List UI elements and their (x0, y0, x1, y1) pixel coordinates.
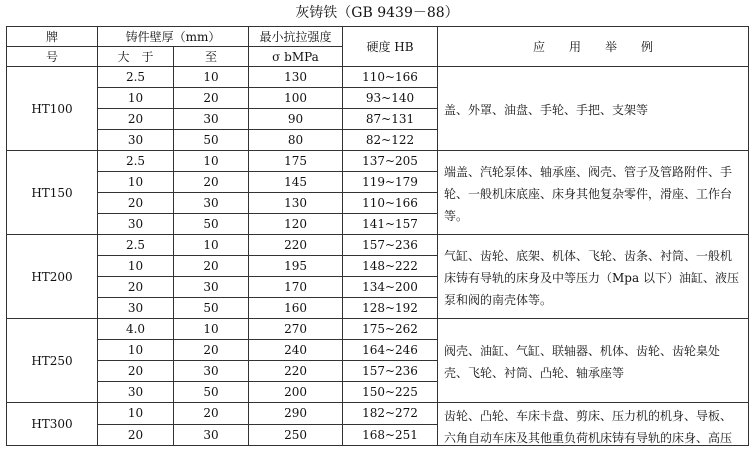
table-row (7, 67, 749, 88)
thickness-to-cell: 20 (174, 256, 249, 277)
thickness-from-cell: 10 (98, 88, 174, 109)
grade-cell: HT250 (7, 319, 98, 403)
grade-cell: HT300 (7, 403, 98, 446)
thickness-to-cell: 30 (174, 424, 249, 446)
thickness-from-cell: 30 (98, 382, 174, 403)
strength-cell: 80 (249, 130, 343, 151)
thickness-from-cell: 20 (98, 193, 174, 214)
thickness-from-cell: 10 (98, 340, 174, 361)
grade-cell: HT150 (7, 151, 98, 235)
thickness-to-cell: 30 (174, 193, 249, 214)
hardness-cell: 87~131 (343, 109, 438, 130)
hardness-cell: 164~246 (343, 340, 438, 361)
application-cell: 气缸、齿轮、底架、机体、飞轮、齿条、衬筒、一般机床铸有导轨的床身及中等压力（Mpa 以下）油缸、液压泵和阀的南壳体等。 (438, 235, 749, 319)
hardness-cell: 157~236 (343, 361, 438, 382)
hardness-cell: 168~251 (343, 424, 438, 446)
strength-cell: 130 (249, 193, 343, 214)
application-text: 齿轮、凸轮、车床卡盘、剪床、压力机的机身、导板、六角自动车床及其他重负荷机床铸有导轨的床身、高压 (444, 409, 733, 445)
header-hardness: 硬度 HB (343, 27, 438, 67)
application-cell: 端盖、汽轮泵体、轴承座、阀壳、管子及管路附件、手轮、一般机床底座、床身其他复杂零件，滑座、工作台等。 (438, 151, 749, 235)
table-row (7, 151, 749, 172)
hardness-cell: 119~179 (343, 172, 438, 193)
thickness-from-cell: 20 (98, 277, 174, 298)
thickness-to-cell: 50 (174, 298, 249, 319)
gray-cast-iron-table (6, 26, 749, 446)
thickness-to-cell: 10 (174, 151, 249, 172)
strength-cell: 160 (249, 298, 343, 319)
strength-cell: 290 (249, 403, 343, 425)
header-thickness: 铸件壁厚（mm） (98, 27, 249, 47)
hardness-cell: 134~200 (343, 277, 438, 298)
strength-cell: 220 (249, 361, 343, 382)
thickness-to-cell: 50 (174, 382, 249, 403)
header-thickness-from: 大 于 (98, 47, 174, 67)
strength-cell: 120 (249, 214, 343, 235)
thickness-to-cell: 10 (174, 319, 249, 340)
thickness-from-cell: 20 (98, 361, 174, 382)
hardness-cell: 82~122 (343, 130, 438, 151)
thickness-from-cell: 30 (98, 298, 174, 319)
hardness-cell: 137~205 (343, 151, 438, 172)
strength-cell: 130 (249, 67, 343, 88)
thickness-to-cell: 30 (174, 277, 249, 298)
hardness-cell: 93~140 (343, 88, 438, 109)
hardness-cell: 110~166 (343, 67, 438, 88)
strength-cell: 240 (249, 340, 343, 361)
grade-cell: HT200 (7, 235, 98, 319)
hardness-cell: 141~157 (343, 214, 438, 235)
hardness-cell: 182~272 (343, 403, 438, 425)
header-strength-bottom: σ bMPa (249, 47, 343, 67)
grade-cell: HT100 (7, 67, 98, 151)
thickness-from-cell: 4.0 (98, 319, 174, 340)
hardness-cell: 157~236 (343, 235, 438, 256)
header-strength-top: 最小抗拉强度 (249, 27, 343, 47)
hardness-cell: 148~222 (343, 256, 438, 277)
application-cell (438, 403, 749, 446)
thickness-from-cell: 2.5 (98, 67, 174, 88)
header-application: 应 用 举 例 (438, 27, 749, 67)
strength-cell: 200 (249, 382, 343, 403)
thickness-to-cell: 20 (174, 403, 249, 425)
table-row (7, 235, 749, 256)
hardness-cell: 128~192 (343, 298, 438, 319)
table-title: 灰铸铁（GB 9439－88） (295, 5, 459, 21)
thickness-from-cell: 2.5 (98, 151, 174, 172)
strength-cell: 175 (249, 151, 343, 172)
header-grade-bottom: 号 (7, 47, 98, 67)
strength-cell: 270 (249, 319, 343, 340)
thickness-to-cell: 20 (174, 340, 249, 361)
hardness-cell: 110~166 (343, 193, 438, 214)
thickness-from-cell: 20 (98, 424, 174, 446)
thickness-from-cell: 10 (98, 172, 174, 193)
thickness-from-cell: 30 (98, 214, 174, 235)
strength-cell: 145 (249, 172, 343, 193)
strength-cell: 90 (249, 109, 343, 130)
strength-cell: 220 (249, 235, 343, 256)
header-grade-top: 牌 (7, 27, 98, 47)
thickness-from-cell: 30 (98, 130, 174, 151)
table-row (7, 403, 749, 425)
thickness-to-cell: 20 (174, 172, 249, 193)
thickness-to-cell: 50 (174, 130, 249, 151)
strength-cell: 170 (249, 277, 343, 298)
thickness-from-cell: 2.5 (98, 235, 174, 256)
hardness-cell: 175~262 (343, 319, 438, 340)
thickness-to-cell: 30 (174, 361, 249, 382)
strength-cell: 250 (249, 424, 343, 446)
thickness-from-cell: 20 (98, 109, 174, 130)
thickness-to-cell: 30 (174, 109, 249, 130)
header-thickness-to: 至 (174, 47, 249, 67)
thickness-to-cell: 10 (174, 235, 249, 256)
thickness-from-cell: 10 (98, 403, 174, 425)
application-cell: 盖、外罩、油盘、手轮、手把、支架等 (438, 67, 749, 151)
thickness-to-cell: 10 (174, 67, 249, 88)
hardness-cell: 150~225 (343, 382, 438, 403)
strength-cell: 100 (249, 88, 343, 109)
table-row (7, 319, 749, 340)
strength-cell: 195 (249, 256, 343, 277)
thickness-to-cell: 20 (174, 88, 249, 109)
thickness-from-cell: 10 (98, 256, 174, 277)
application-cell: 阀壳、油缸、气缸、联轴器、机体、齿轮、齿轮臬处壳、飞轮、衬筒、凸轮、轴承座等 (438, 319, 749, 403)
thickness-to-cell: 50 (174, 214, 249, 235)
